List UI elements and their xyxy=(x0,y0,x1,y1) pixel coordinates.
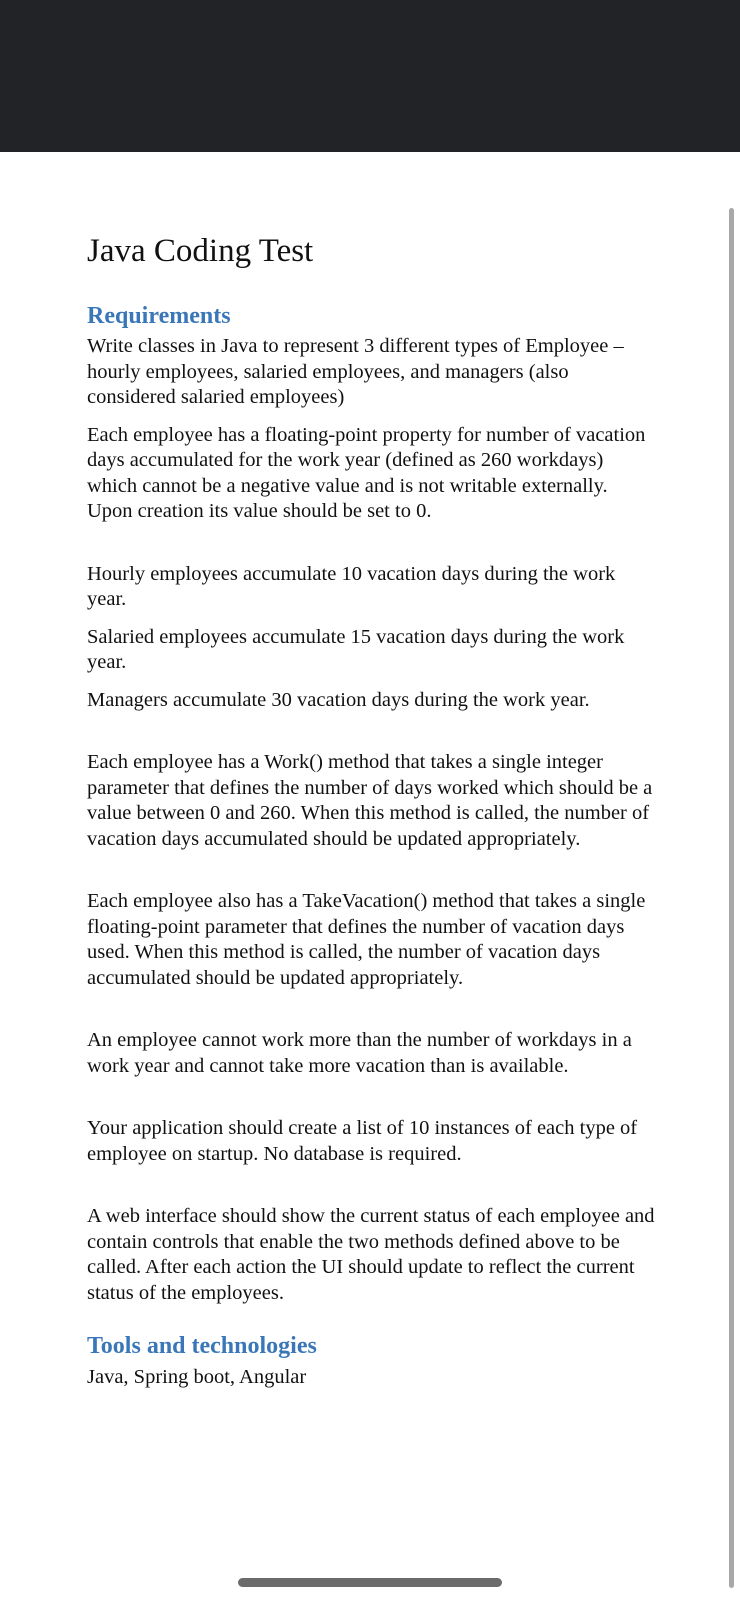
requirements-heading: Requirements xyxy=(87,302,231,329)
top-bar xyxy=(0,0,740,152)
scrollbar[interactable] xyxy=(729,208,734,1588)
document-content xyxy=(87,232,657,1403)
paragraph-employee-types: Write classes in Java to represent 3 different types of Employee – hourly employees, salaried employees, and managers (also considered salaried employees) xyxy=(87,335,624,409)
paragraph-salaried-accrual: Salaried employees accumulate 15 vacation days during the work year. xyxy=(87,625,625,674)
paragraph-web-interface: A web interface should show the current status of each employee and contain controls that enable the two methods defined above to be called. After each action the UI should update to reflect the current status of the employees. xyxy=(87,1205,655,1304)
tools-heading: Tools and technologies xyxy=(87,1333,317,1360)
page-title: Java Coding Test xyxy=(87,233,314,269)
paragraph-hourly-accrual: Hourly employees accumulate 10 vacation days during the work year. xyxy=(87,562,616,611)
paragraph-take-vacation-method: Each employee also has a TakeVacation() method that takes a single floating-point parameter that defines the number of vacation days used. When this method is called, the number of vacation days accumulated should be updated appropriately. xyxy=(87,890,646,989)
paragraph-manager-accrual: Managers accumulate 30 vacation days during the work year. xyxy=(87,688,590,711)
tools-list: Java, Spring boot, Angular xyxy=(87,1366,307,1389)
paragraph-startup-instances: Your application should create a list of 10 instances of each type of employee on startup. No database is required. xyxy=(87,1117,638,1165)
home-indicator[interactable] xyxy=(238,1578,502,1587)
paragraph-work-method: Each employee has a Work() method that takes a single integer parameter that defines the number of days worked which should be a value between 0 and 260. When this method is called, the number of vacation days accumulated should be updated appropriately. xyxy=(87,751,653,850)
paragraph-vacation-property: Each employee has a floating-point property for number of vacation days accumulated for the work year (defined as 260 workdays) which cannot be a negative value and is not writable externally. Upon creation its value should be set to 0. xyxy=(87,423,646,523)
paragraph-constraints: An employee cannot work more than the number of workdays in a work year and cannot take more vacation than is available. xyxy=(87,1029,632,1077)
